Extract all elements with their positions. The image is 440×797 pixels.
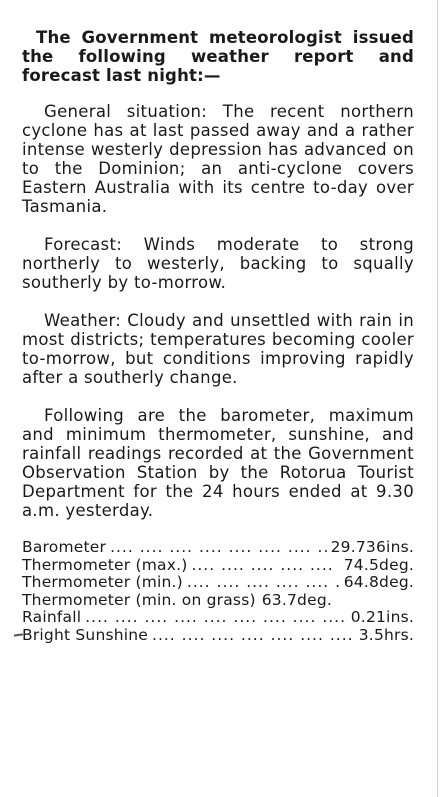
- forecast-paragraph: Forecast: Winds moderate to strong northerly to westerly, backing to squally southerly by to-morrow.: [22, 235, 414, 292]
- reading-row-rainfall: [22, 609, 414, 627]
- reading-row-thermometer-max: [22, 557, 414, 575]
- reading-label: Barometer: [22, 538, 107, 556]
- reading-value: 3.5hrs.: [358, 625, 414, 644]
- leader-dots: [187, 574, 340, 592]
- leader-dots: [152, 627, 355, 645]
- readings-intro-paragraph: Following are the barometer, maximum and minimum thermometer, sunshine, and rainfall readings recorded at the Government Observation Station by the Rotorua Tourist Department for the 24 hours ended at 9.30 a.m. yesterday.: [22, 406, 414, 520]
- intro-paragraph: The Government meteorologist issued the following weather report and forecast last night:—: [22, 28, 414, 85]
- reading-value: 63.7deg.: [261, 590, 332, 609]
- reading-row-thermometer-grass: [22, 592, 414, 610]
- reading-value: 74.5deg.: [343, 555, 414, 574]
- reading-row-thermometer-min: [22, 574, 414, 592]
- leader-dots: [110, 539, 327, 557]
- reading-value: 29.736ins.: [330, 538, 414, 556]
- reading-label: Thermometer (min. on grass): [22, 590, 256, 609]
- general-situation-paragraph: General situation: The recent northern cyclone has at last passed away and a rather intense westerly depression has advanced on to the Dominion; an anti-cyclone covers Eastern Australia with its centre to-day over Tasmania.: [22, 102, 414, 216]
- leader-dots: [85, 609, 347, 627]
- reading-label: Thermometer (min.): [22, 573, 183, 591]
- reading-value: 64.8deg.: [343, 573, 414, 591]
- reading-label: Rainfall: [22, 608, 82, 626]
- reading-row-sunshine: [22, 627, 414, 645]
- weather-report-article: [22, 28, 414, 644]
- reading-value: 0.21ins.: [350, 608, 414, 626]
- readings-table: [22, 539, 414, 644]
- reading-label: Thermometer (max.): [22, 555, 188, 574]
- column-rule: [437, 0, 438, 797]
- leader-dots: [191, 557, 339, 575]
- weather-paragraph: Weather: Cloudy and unsettled with rain in most districts; temperatures becoming cooler to-morrow, but conditions improving rapidly after a southerly change.: [22, 311, 414, 387]
- reading-row-barometer: [22, 539, 414, 557]
- reading-label: Bright Sunshine: [22, 625, 149, 644]
